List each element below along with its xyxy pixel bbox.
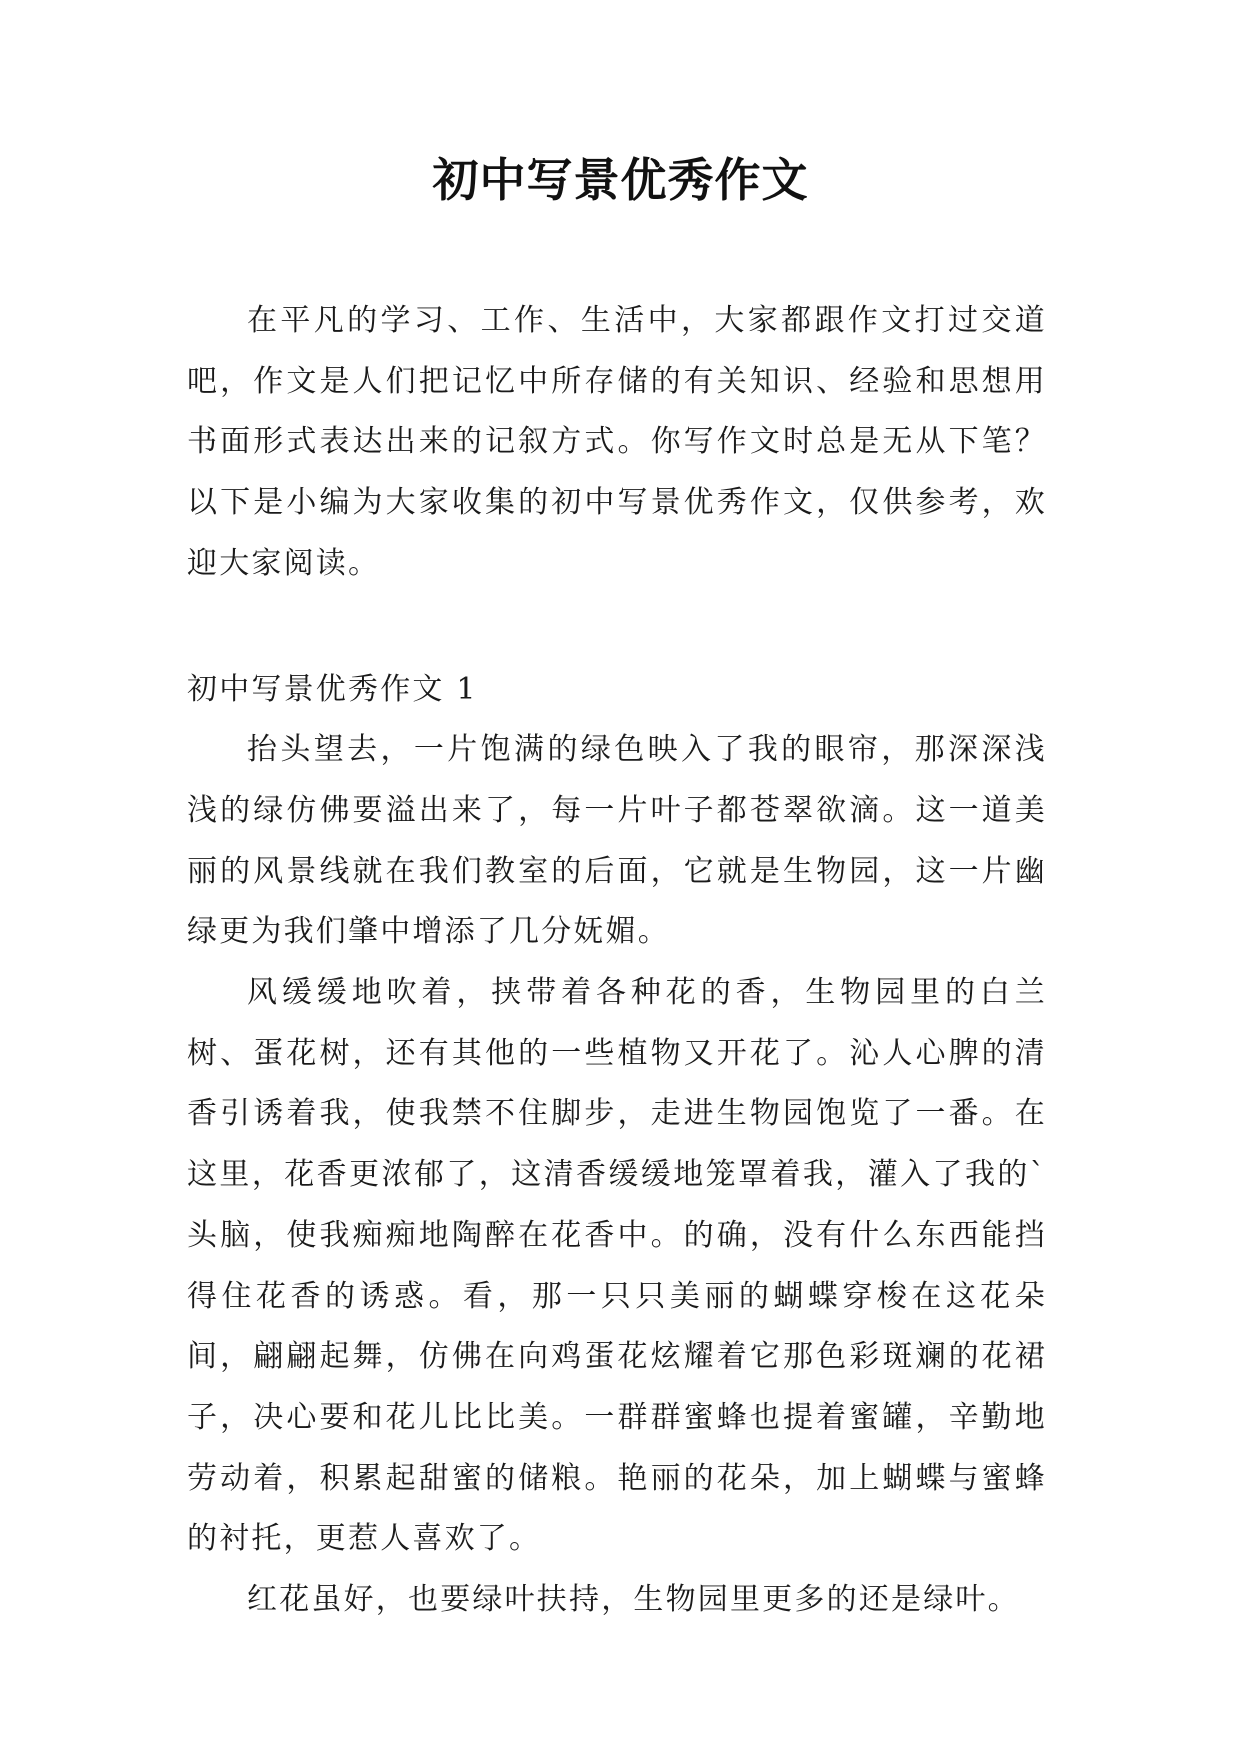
section-gap: [187, 595, 1047, 660]
essay-paragraph-1: 抬头望去，一片饱满的绿色映入了我的眼帘，那深深浅浅的绿仿佛要溢出来了，每一片叶子都苍翠欲滴。这一道美丽的风景线就在我们教室的后面，它就是生物园，这一片幽绿更为我们肇中增添了几分妩媚。: [187, 732, 1047, 950]
essay-paragraph-3: 红花虽好，也要绿叶扶持，生物园里更多的还是绿叶。: [247, 1582, 1020, 1618]
intro-paragraph: 在平凡的学习、工作、生活中，大家都跟作文打过交道吧，作文是人们把记忆中所存储的有关知识、经验和思想用书面形式表达出来的记叙方式。你写作文时总是无从下笔？以下是小编为大家收集的初中写景优秀作文，仅供参考，欢迎大家阅读。: [187, 303, 1047, 581]
essay-paragraph-2: 风缓缓地吹着，挟带着各种花的香，生物园里的白兰树、蛋花树，还有其他的一些植物又开花了。沁人心脾的清香引诱着我，使我禁不住脚步，走进生物园饱览了一番。在这里，花香更浓郁了，这清香缓缓地笼罩着我，灌入了我的`头脑，使我痴痴地陶醉在花香中。的确，没有什么东西能挡得住花香的诱惑。看，那一只只美丽的蝴蝶穿梭在这花朵间，翩翩起舞，仿佛在向鸡蛋花炫耀着它那色彩斑斓的花裙子，决心要和花儿比比美。一群群蜜蜂也提着蜜罐，辛勤地劳动着，积累起甜蜜的储粮。艳丽的花朵，加上蝴蝶与蜜蜂的衬托，更惹人喜欢了。: [187, 975, 1047, 1557]
document-title: 初中写景优秀作文: [432, 153, 809, 207]
document-body: [187, 291, 1047, 1631]
section-heading: 初中写景优秀作文 1: [187, 671, 478, 707]
